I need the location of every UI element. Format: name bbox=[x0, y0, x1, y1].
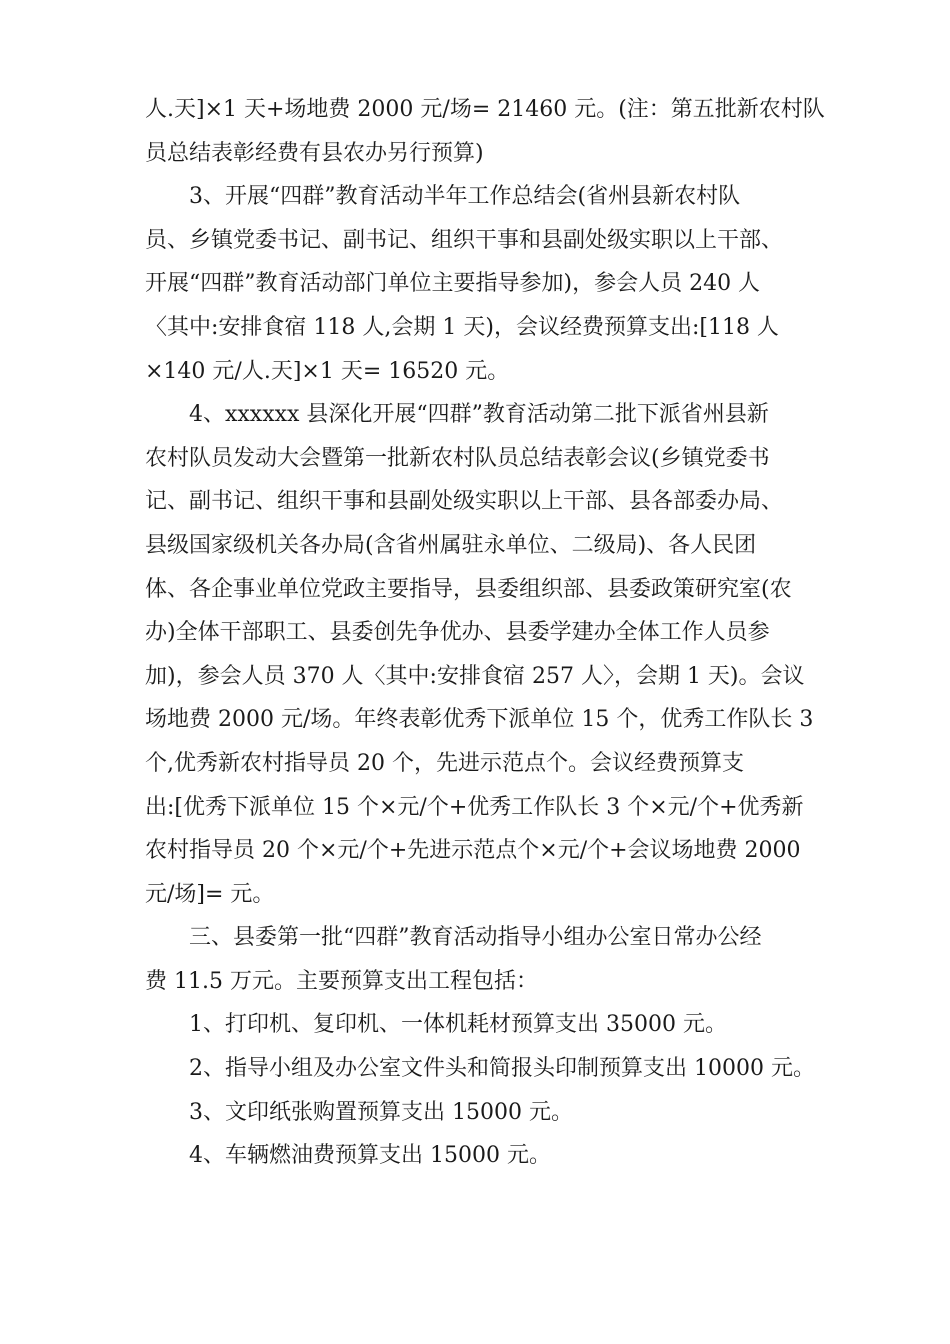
text-line: 员、乡镇党委书记、副书记、组织干事和县副处级实职以上干部、 bbox=[145, 227, 784, 253]
text-line: 4、xxxxxx 县深化开展“四群”教育活动第二批下派省州县新 bbox=[189, 402, 769, 428]
text-line: 三、县委第一批“四群”教育活动指导小组办公室日常办公经 bbox=[189, 925, 762, 951]
text-line: 费 11.5 万元。主要预算支出工程包括： bbox=[145, 968, 538, 994]
text-line: 1、打印机、复印机、一体机耗材预算支出 35000 元。 bbox=[189, 1012, 727, 1038]
text-line: 人.天]×1 天+场地费 2000 元/场= 21460 元。(注：第五批新农村队 bbox=[145, 97, 825, 122]
text-line: 县级国家级机关各办局(含省州属驻永单位、二级局)、各人民团 bbox=[145, 532, 757, 558]
text-line: 4、车辆燃油费预算支出 15000 元。 bbox=[189, 1143, 551, 1169]
text-line: ×140 元/人.天]×1 天= 16520 元。 bbox=[145, 358, 510, 384]
text-line: 2、指导小组及办公室文件头和简报头印制预算支出 10000 元。 bbox=[189, 1056, 815, 1082]
text-line: 加)，参会人员 370 人〈其中:安排食宿 257 人〉，会期 1 天)。会议 bbox=[145, 663, 805, 689]
text-line: 元/场]= 元。 bbox=[145, 881, 275, 907]
text-line: 农村指导员 20 个×元/个+先进示范点个×元/个+会议场地费 2000 bbox=[145, 838, 801, 864]
text-line: 3、文印纸张购置预算支出 15000 元。 bbox=[189, 1099, 573, 1125]
text-line: 个,优秀新农村指导员 20 个，先进示范点个。会议经费预算支 bbox=[145, 750, 744, 776]
text-line: 办)全体干部职工、县委创先争优办、县委学建办全体工作人员参 bbox=[145, 620, 770, 646]
text-line: 农村队员发动大会暨第一批新农村队员总结表彰会议(乡镇党委书 bbox=[145, 445, 770, 471]
text-line: 场地费 2000 元/场。年终表彰优秀下派单位 15 个，优秀工作队长 3 bbox=[145, 707, 814, 733]
text-line: 〈其中:安排食宿 118 人,会期 1 天)，会议经费预算支出:[118 人 bbox=[145, 314, 779, 340]
text-line: 开展“四群”教育活动部门单位主要指导参加)，参会人员 240 人 bbox=[145, 271, 761, 297]
text-line: 3、开展“四群”教育活动半年工作总结会(省州县新农村队 bbox=[189, 184, 741, 210]
text-line: 记、副书记、组织干事和县副处级实职以上干部、县各部委办局、 bbox=[145, 489, 784, 515]
document-body bbox=[145, 88, 825, 1178]
text-line: 出:[优秀下派单位 15 个×元/个+优秀工作队长 3 个×元/个+优秀新 bbox=[145, 794, 804, 820]
text-line: 员总结表彰经费有县农办另行预算) bbox=[145, 140, 484, 166]
text-line: 体、各企事业单位党政主要指导，县委组织部、县委政策研究室(农 bbox=[145, 576, 792, 602]
